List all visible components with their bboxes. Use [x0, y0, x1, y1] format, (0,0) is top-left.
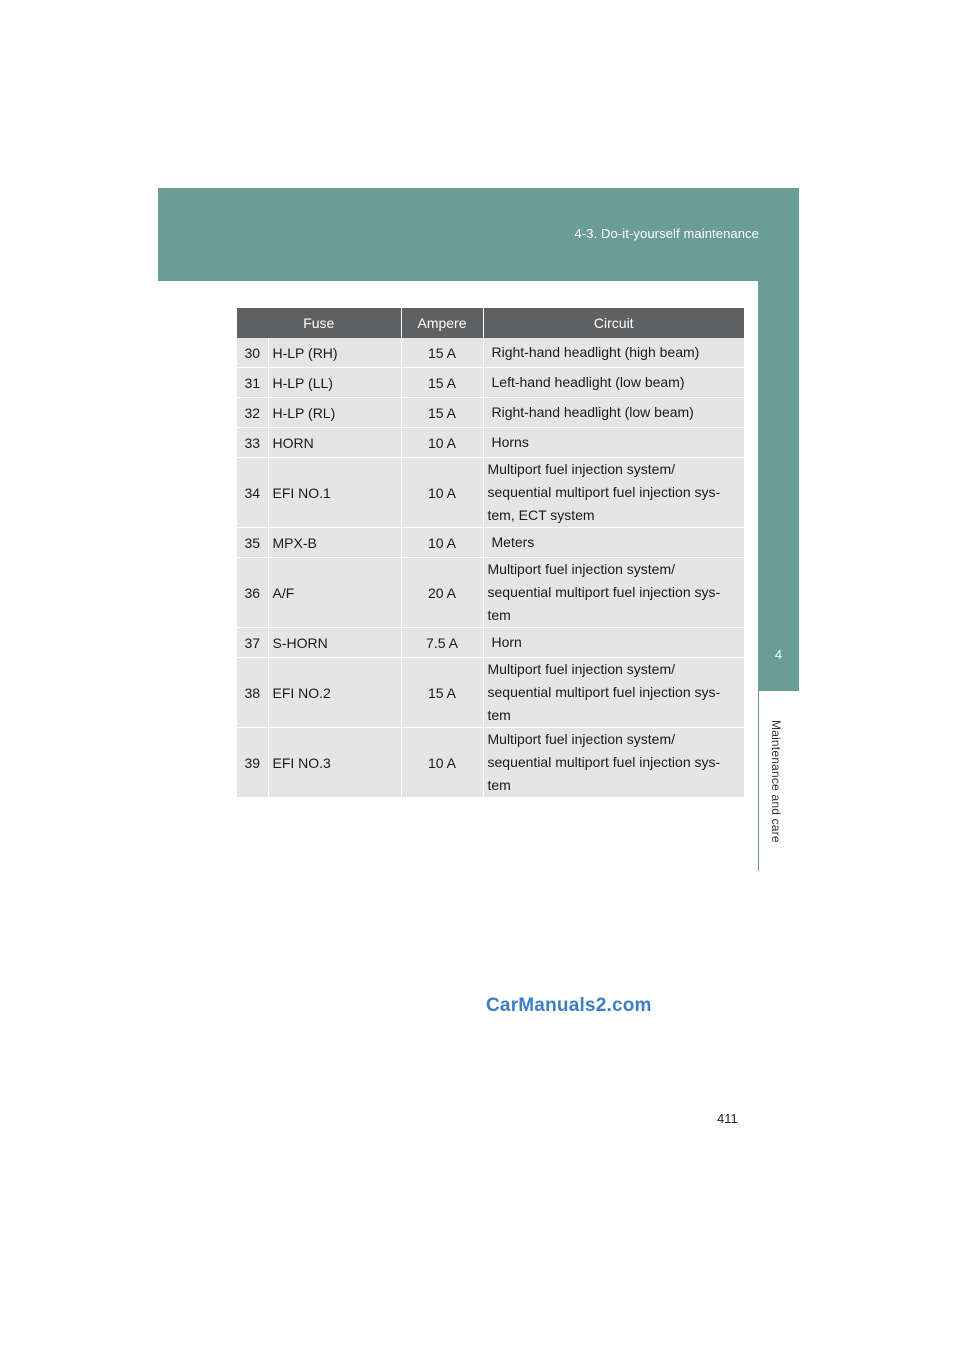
fuse-name: H-LP (RL) [268, 398, 401, 428]
table-row [237, 558, 744, 628]
fuse-ampere: 15 A [401, 658, 483, 728]
table-row [237, 398, 744, 428]
fuse-ampere: 20 A [401, 558, 483, 628]
circuit-line: Multiport fuel injection system/ [487, 731, 676, 747]
table-row [237, 428, 744, 458]
chapter-tab [758, 281, 799, 691]
circuit-line: sequential multiport fuel injection sys- [487, 684, 721, 700]
fuse-ampere: 10 A [401, 528, 483, 558]
column-header-circuit: Circuit [483, 308, 744, 338]
circuit-line: sequential multiport fuel injection sys- [487, 484, 721, 500]
fuse-name: MPX-B [268, 528, 401, 558]
fuse-ampere: 15 A [401, 338, 483, 368]
circuit-line: Meters [491, 534, 535, 550]
circuit-line: tem [487, 777, 511, 793]
fuse-number: 34 [237, 458, 268, 528]
column-header-fuse: Fuse [237, 308, 401, 338]
page-number: 411 [717, 1111, 738, 1126]
fuse-name: H-LP (RH) [268, 338, 401, 368]
table-row [237, 368, 744, 398]
fuse-ampere: 10 A [401, 728, 483, 798]
circuit-line: sequential multiport fuel injection sys- [487, 754, 721, 770]
table-row [237, 458, 744, 528]
table-row [237, 628, 744, 658]
fuse-circuit [483, 428, 744, 458]
chapter-label: Maintenance and care [769, 720, 783, 843]
fuse-number: 33 [237, 428, 268, 458]
circuit-line: tem, ECT system [487, 507, 595, 523]
section-title: 4-3. Do-it-yourself maintenance [574, 226, 759, 241]
circuit-line: Horn [491, 634, 522, 650]
table-row [237, 338, 744, 368]
fuse-ampere: 7.5 A [401, 628, 483, 658]
circuit-line: Left-hand headlight (low beam) [491, 374, 685, 390]
fuse-number: 35 [237, 528, 268, 558]
circuit-line: tem [487, 607, 511, 623]
fuse-circuit [483, 728, 744, 798]
circuit-line: Multiport fuel injection system/ [487, 661, 676, 677]
fuse-table [237, 308, 744, 798]
circuit-line: Right-hand headlight (low beam) [491, 404, 694, 420]
circuit-line: Multiport fuel injection system/ [487, 561, 676, 577]
fuse-circuit [483, 368, 744, 398]
fuse-number: 38 [237, 658, 268, 728]
table-row [237, 528, 744, 558]
fuse-number: 37 [237, 628, 268, 658]
fuse-name: A/F [268, 558, 401, 628]
table-body [237, 338, 744, 798]
fuse-number: 39 [237, 728, 268, 798]
fuse-name: H-LP (LL) [268, 368, 401, 398]
column-header-ampere: Ampere [401, 308, 483, 338]
fuse-name: S-HORN [268, 628, 401, 658]
fuse-ampere: 15 A [401, 398, 483, 428]
fuse-ampere: 15 A [401, 368, 483, 398]
watermark: CarManuals2.com [486, 995, 652, 1016]
fuse-circuit [483, 528, 744, 558]
fuse-circuit [483, 558, 744, 628]
fuse-name: EFI NO.3 [268, 728, 401, 798]
fuse-number: 30 [237, 338, 268, 368]
fuse-circuit [483, 458, 744, 528]
fuse-circuit [483, 658, 744, 728]
circuit-line: Horns [491, 434, 529, 450]
table-header-row [237, 308, 744, 338]
fuse-name: EFI NO.1 [268, 458, 401, 528]
fuse-ampere: 10 A [401, 428, 483, 458]
fuse-number: 32 [237, 398, 268, 428]
fuse-number: 31 [237, 368, 268, 398]
fuse-circuit [483, 338, 744, 368]
table-row [237, 658, 744, 728]
circuit-line: Right-hand headlight (high beam) [491, 344, 700, 360]
fuse-circuit [483, 628, 744, 658]
fuse-name: EFI NO.2 [268, 658, 401, 728]
fuse-ampere: 10 A [401, 458, 483, 528]
fuse-name: HORN [268, 428, 401, 458]
circuit-line: sequential multiport fuel injection sys- [487, 584, 721, 600]
fuse-circuit [483, 398, 744, 428]
table-row [237, 728, 744, 798]
chapter-divider [758, 691, 759, 871]
fuse-number: 36 [237, 558, 268, 628]
header-band [158, 188, 799, 281]
circuit-line: tem [487, 707, 511, 723]
circuit-line: Multiport fuel injection system/ [487, 461, 676, 477]
chapter-number: 4 [774, 647, 783, 662]
